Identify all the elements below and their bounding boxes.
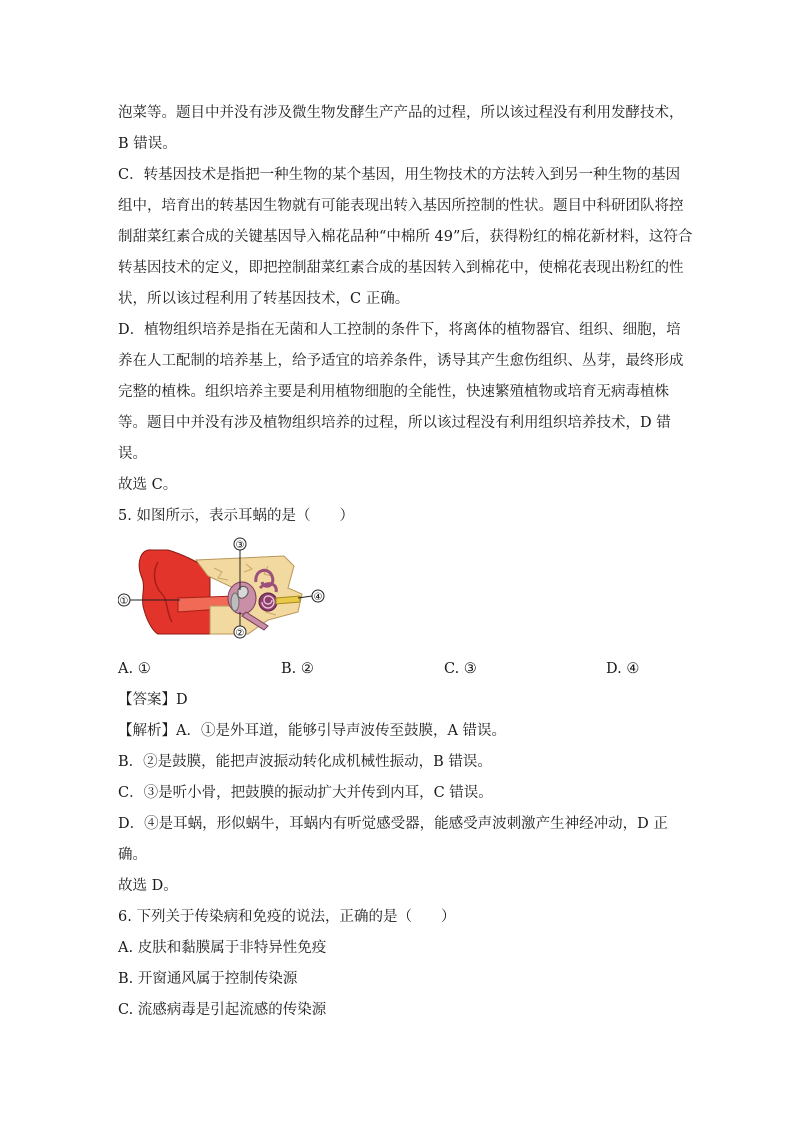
ear-diagram — [118, 536, 338, 648]
text-line: 等。题目中并没有涉及植物组织培养的过程，所以该过程没有利用组织培养技术，D 错 — [118, 415, 671, 431]
q6-option-a: A. 皮肤和黏膜属于非特异性免疫 — [118, 940, 327, 956]
label-1: ① — [119, 596, 129, 607]
q4-conclusion: 故选 C。 — [118, 477, 178, 493]
q6-stem: 6. 下列关于传染病和免疫的说法，正确的是（ ） — [118, 909, 456, 925]
text-line: C．转基因技术是指把一种生物的某个基因，用生物技术的方法转入到另一种生物的基因 — [118, 167, 681, 183]
q5-conclusion: 故选 D。 — [118, 878, 178, 894]
text-line: B 错误。 — [118, 136, 177, 152]
q5-option-a: A. ① — [118, 661, 151, 677]
q6-option-c: C. 流感病毒是引起流感的传染源 — [118, 1002, 327, 1018]
q5-option-d: D. ④ — [606, 661, 640, 677]
q5-analysis-line: C．③是听小骨，把鼓膜的振动扩大并传到内耳，C 错误。 — [118, 785, 493, 801]
q5-options — [118, 654, 678, 685]
text-line: 养在人工配制的培养基上，给予适宜的培养条件，诱导其产生愈伤组织、丛芽，最终形成 — [118, 353, 684, 369]
text-line: 制甜菜红素合成的关键基因导入棉花品种“中棉所 49”后，获得粉红的棉花新材料，这符合 — [118, 229, 693, 245]
text-line: 完整的植株。组织培养主要是利用植物细胞的全能性，快速繁殖植物或培育无病毒植株 — [118, 384, 669, 400]
q5-option-b: B. ② — [281, 661, 314, 677]
label-4: ④ — [313, 592, 323, 603]
q5-answer: 【答案】D — [118, 692, 188, 708]
text-line: 转基因技术的定义，即把控制甜菜红素合成的基因转入到棉花中，使棉花表现出粉红的性 — [118, 260, 684, 276]
q5-stem: 5. 如图所示，表示耳蜗的是（ ） — [118, 508, 354, 524]
q5-analysis-line: 【解析】A．①是外耳道，能够引导声波传至鼓膜，A 错误。 — [118, 723, 507, 739]
q5-option-c: C. ③ — [444, 661, 477, 677]
text-line: 状，所以该过程利用了转基因技术，C 正确。 — [118, 291, 410, 307]
q5-analysis-line: D．④是耳蜗，形似蜗牛，耳蜗内有听觉感受器，能感受声波刺激产生神经冲动，D 正 — [118, 816, 668, 832]
document-page — [118, 98, 693, 1026]
label-3: ③ — [235, 540, 245, 551]
text-line: D．植物组织培养是指在无菌和人工控制的条件下，将离体的植物器官、组织、细胞，培 — [118, 322, 681, 338]
text-line: 误。 — [118, 446, 147, 462]
text-line: 泡菜等。题目中并没有涉及微生物发酵生产产品的过程，所以该过程没有利用发酵技术， — [118, 105, 684, 121]
q5-analysis-line: 确。 — [118, 847, 147, 863]
auditory-nerve-shape — [276, 596, 300, 604]
text-line: 组中，培育出的转基因生物就有可能表现出转入基因所控制的性状。题目中科研团队将控 — [118, 198, 684, 214]
q5-analysis-line: B．②是鼓膜，能把声波振动转化成机械性振动，B 错误。 — [118, 754, 492, 770]
label-2: ② — [235, 628, 245, 639]
q6-option-b: B. 开窗通风属于控制传染源 — [118, 971, 298, 987]
ear-figure — [118, 536, 678, 648]
